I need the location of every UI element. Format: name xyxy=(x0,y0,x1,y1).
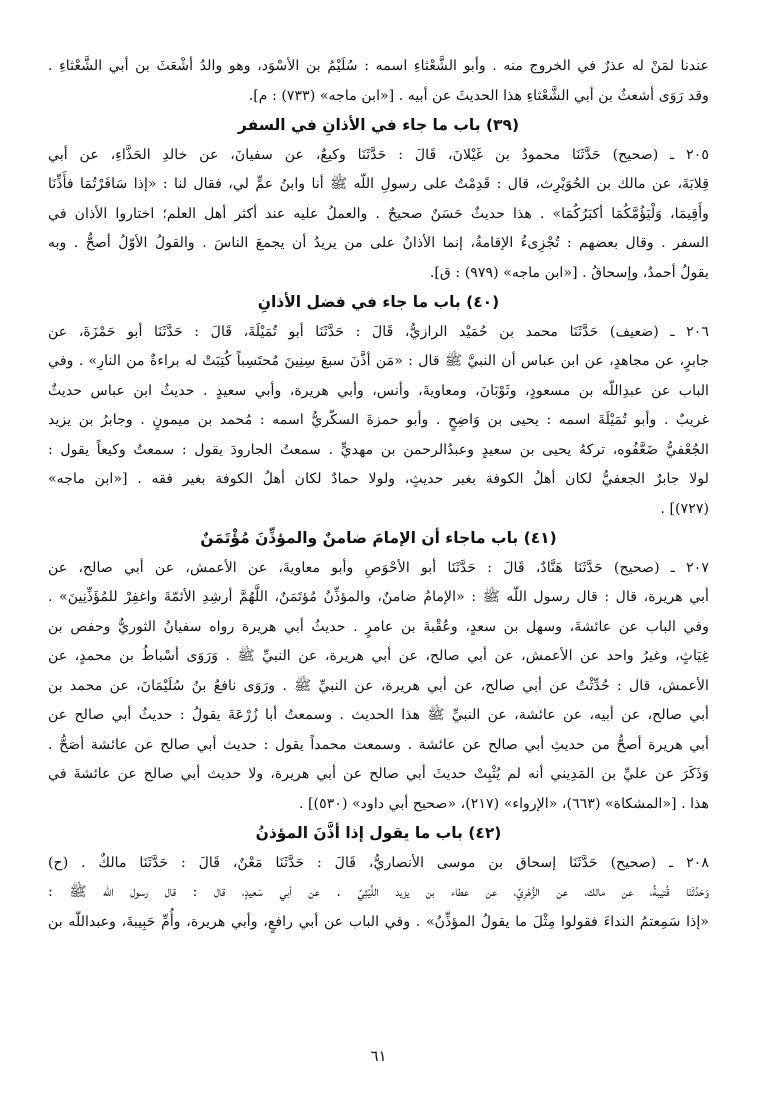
chapter-heading: (٤٠) باب ما جاء في فضل الأذانِ xyxy=(257,293,500,311)
text-line: وَذَكَرَ عن عليِّ بن المَدِيني أنه لم يُثْبِتْ حديثَ أبي صالح عن أبي هريرة، ولا حديث أبي صالح عن عائشةَ في xyxy=(48,766,709,782)
text-line: الباب عن عبدِاللّه بن مسعودٍ، وثَوْبَانَ، ومعاويةَ، وأنس، وأبي هريرة، وأبي سعيدٍ . حديثُ ابن عباس حديثٌ xyxy=(48,382,709,399)
text-line: وقد رَوَى أشعثُ بن أبي الشَّعْثاءِ هذا الحديثَ عن أبيه . [«ابن ماجه» (٧٣٣) : م]. xyxy=(248,87,709,104)
text-line: أبي صالح، عن أبيه، عن عائشة، عن النبيِّ ﷺ هذا الحديث . وسمعتُ أبا زُرْعَةَ يقولُ : حديثُ أبي صالح عن xyxy=(48,707,709,723)
chapter-heading: (٣٩) باب ما جاء في الأذانِ في السفر xyxy=(237,116,520,134)
text-line: وفي الباب عن عائشةَ، وسهل بن سعدٍ، وعُقْبةَ بن عامرٍ . حديثُ أبي هريرة رواه سفيانُ الثوريُّ وحفص بن xyxy=(48,618,709,635)
chapter-heading: (٤١) باب ماجاء أن الإمامَ ضامنٌ والمؤذِّنَ مُؤْتَمَنٌ xyxy=(200,529,557,547)
text-line: غِيَاثٍ، وغيرُ واحد عن الأعمش، عن أبي صالح، عن أبي هريرة، عن النبيِّ ﷺ . وَرَوَى أسْباطُ بن محمدٍ، عن xyxy=(48,648,709,664)
text-line: السفر . وقال بعضهم : تُجْزِىءُ الإقامةُ، إنما الأذانُ على من يريدُ أن يجمعَ الناسَ . والقولُ الأوّلُ أصحُّ . وبه xyxy=(48,235,709,251)
text-line: هذا . [«المشكاة» (٦٦٣)، «الإرواء» (٢١٧)، «صحيح أبي داود» (٥٣٠)] . xyxy=(298,795,709,812)
text-line: يقولُ أحمدُ، وإسحاقُ . [«ابن ماجه» (٩٧٩) : ق]. xyxy=(429,264,709,281)
page-body xyxy=(48,52,709,937)
text-line: لولا جابرٌ الجعفيُّ لكان أهلُ الكوفة بغير حديثٍ، ولولا حمادٌ لكان أهلُ الكوفة بغير فقه . [«ابن ماجه» xyxy=(48,471,709,487)
text-line: قِلابَةَ، عن مالك بن الحُوَيْرِث، قال : قَدِمْتُ على رسولِ اللّه ﷺ أنا وابنُ عمٍّ لي، فقال لنا : «إذا سَافَرْتُمَا فأَذِّنَا xyxy=(48,176,709,192)
text-line: الأعمش، قال : حُدِّثْتُ عن أبي صالح، عن أبي هريرة، عن النبيِّ ﷺ . ورَوَى نافعُ بنُ سُلَيْمَانَ، عن محمد بن xyxy=(48,677,709,694)
text-line: ٢٠٨ ـ (صحيح) حَدَّثَنَا إسحاق بن موسى الأنصاريُّ، قَالَ : حَدَّثَنَا مَعْنٌ، قَالَ : حَدَّثَنَا مالكٌ . (ح) xyxy=(48,854,709,871)
text-line: أبي هريرة، قال : قال رسول اللّه ﷺ : «الإمامُ ضامنٌ، والمؤذِّنُ مُؤتَمَنٌ، اللَّهُمَّ أرشِدِ الأئمّةَ واغفِرْ للمُؤَذِّنِينَ» . xyxy=(48,589,709,605)
text-line: (٧٢٧)] . xyxy=(660,500,709,517)
text-line: ٢٠٧ ـ (صحيح) حَدَّثَنَا هَنَّادٌ، قَالَ : حَدَّثَنَا أبو الأحْوَصِ وأبو معاويةَ، عن الأعمش، عن أبي صالح، عن xyxy=(48,559,709,576)
text-line: «إذا سَمِعتمُ النداءَ فقولوا مِثْلَ ما يقولُ المؤذِّنُ» . وفي الباب عن أبي رافعٍ، وأبي هريرة، وأُمِّ حَبِيبةَ، وعبداللّه بن xyxy=(48,913,709,930)
text-line: جابرٍ، عن مجاهدٍ، عن ابن عباس أن النبيَّ ﷺ قال : «مَن أذَّنَ سبعَ سِنِينَ مُحتَسِباً كُتِبَتْ له براءةٌ من النارِ» . وفي xyxy=(48,353,709,369)
text-line: غريبٌ . وأبو تُمَيْلَةَ اسمه : يحيى بن وَاضِحٍ . وأبو حمزةَ السكّريُّ اسمه : مُحمد بن ميمونٍ . وجابرُ بن يزيد xyxy=(48,412,709,428)
text-line: ٢٠٦ ـ (ضعيف) حَدَّثَنَا محمد بن حُمَيْد الرازيُّ، قَالَ : حَدَّثَنَا أبو تُمَيْلَةَ، قَالَ : حَدَّثَنَا أبو حَمْزَةَ، عن xyxy=(48,323,709,340)
text-line: عندنا لمَنْ له عذرٌ في الخروج منه . وأبو الشَّعْثاءِ اسمه : سُلَيْمُ بن الأسْوَد، وهو والدُ أشْعَثَ بن أبي الشَّعْثاءِ . xyxy=(48,58,709,74)
text-line: أبي هريرة أصحُّ من حديثِ أبي صالح عن عائشة . وسمعت محمداً يقول : حديث أبي صالح عن عائشة أصَحُّ . xyxy=(48,736,709,753)
chapter-heading: (٤٢) باب ما يقول إذا أذَّنَ المؤذنُ xyxy=(255,824,502,842)
text-line: ٢٠٥ ـ (صحيح) حَدَّثَنَا محمودُ بن غَيْلانَ، قَالَ : حَدَّثَنَا وكيعٌ، عن سفيانَ، عن خالدِ الحَذَّاءِ، عن أبي xyxy=(48,146,709,163)
text-line: الجُعْفيُّ ضَعَّفُوه، تركهُ يحيى بن سعيدٍ وعبدُالرحمن بن مهديٍّ . سمعتُ الجارودَ يقول : سمعتُ وكيعاً يقول : xyxy=(48,441,709,458)
page-number: ٦١ xyxy=(370,1047,387,1065)
text-line: وَحَدَّثَنَا قُتيبةُ، عن مالك، عن الزُّهْرِيِّ، عن عطاء بن يزيد اللَّيْثِيِّ . عن أبي سَعيدٍ، قال : قال رسول اللّه ﷺ : xyxy=(48,884,709,900)
text-line: وأَقِيمَا، وَلْيَؤُمَّكُمَا أكبَرُكُمَا» . هذا حديثٌ حَسَنٌ صحيحٌ . والعملُ عليه عند أكثر أهل العلم؛ اختاروا الأذان في xyxy=(48,205,709,222)
